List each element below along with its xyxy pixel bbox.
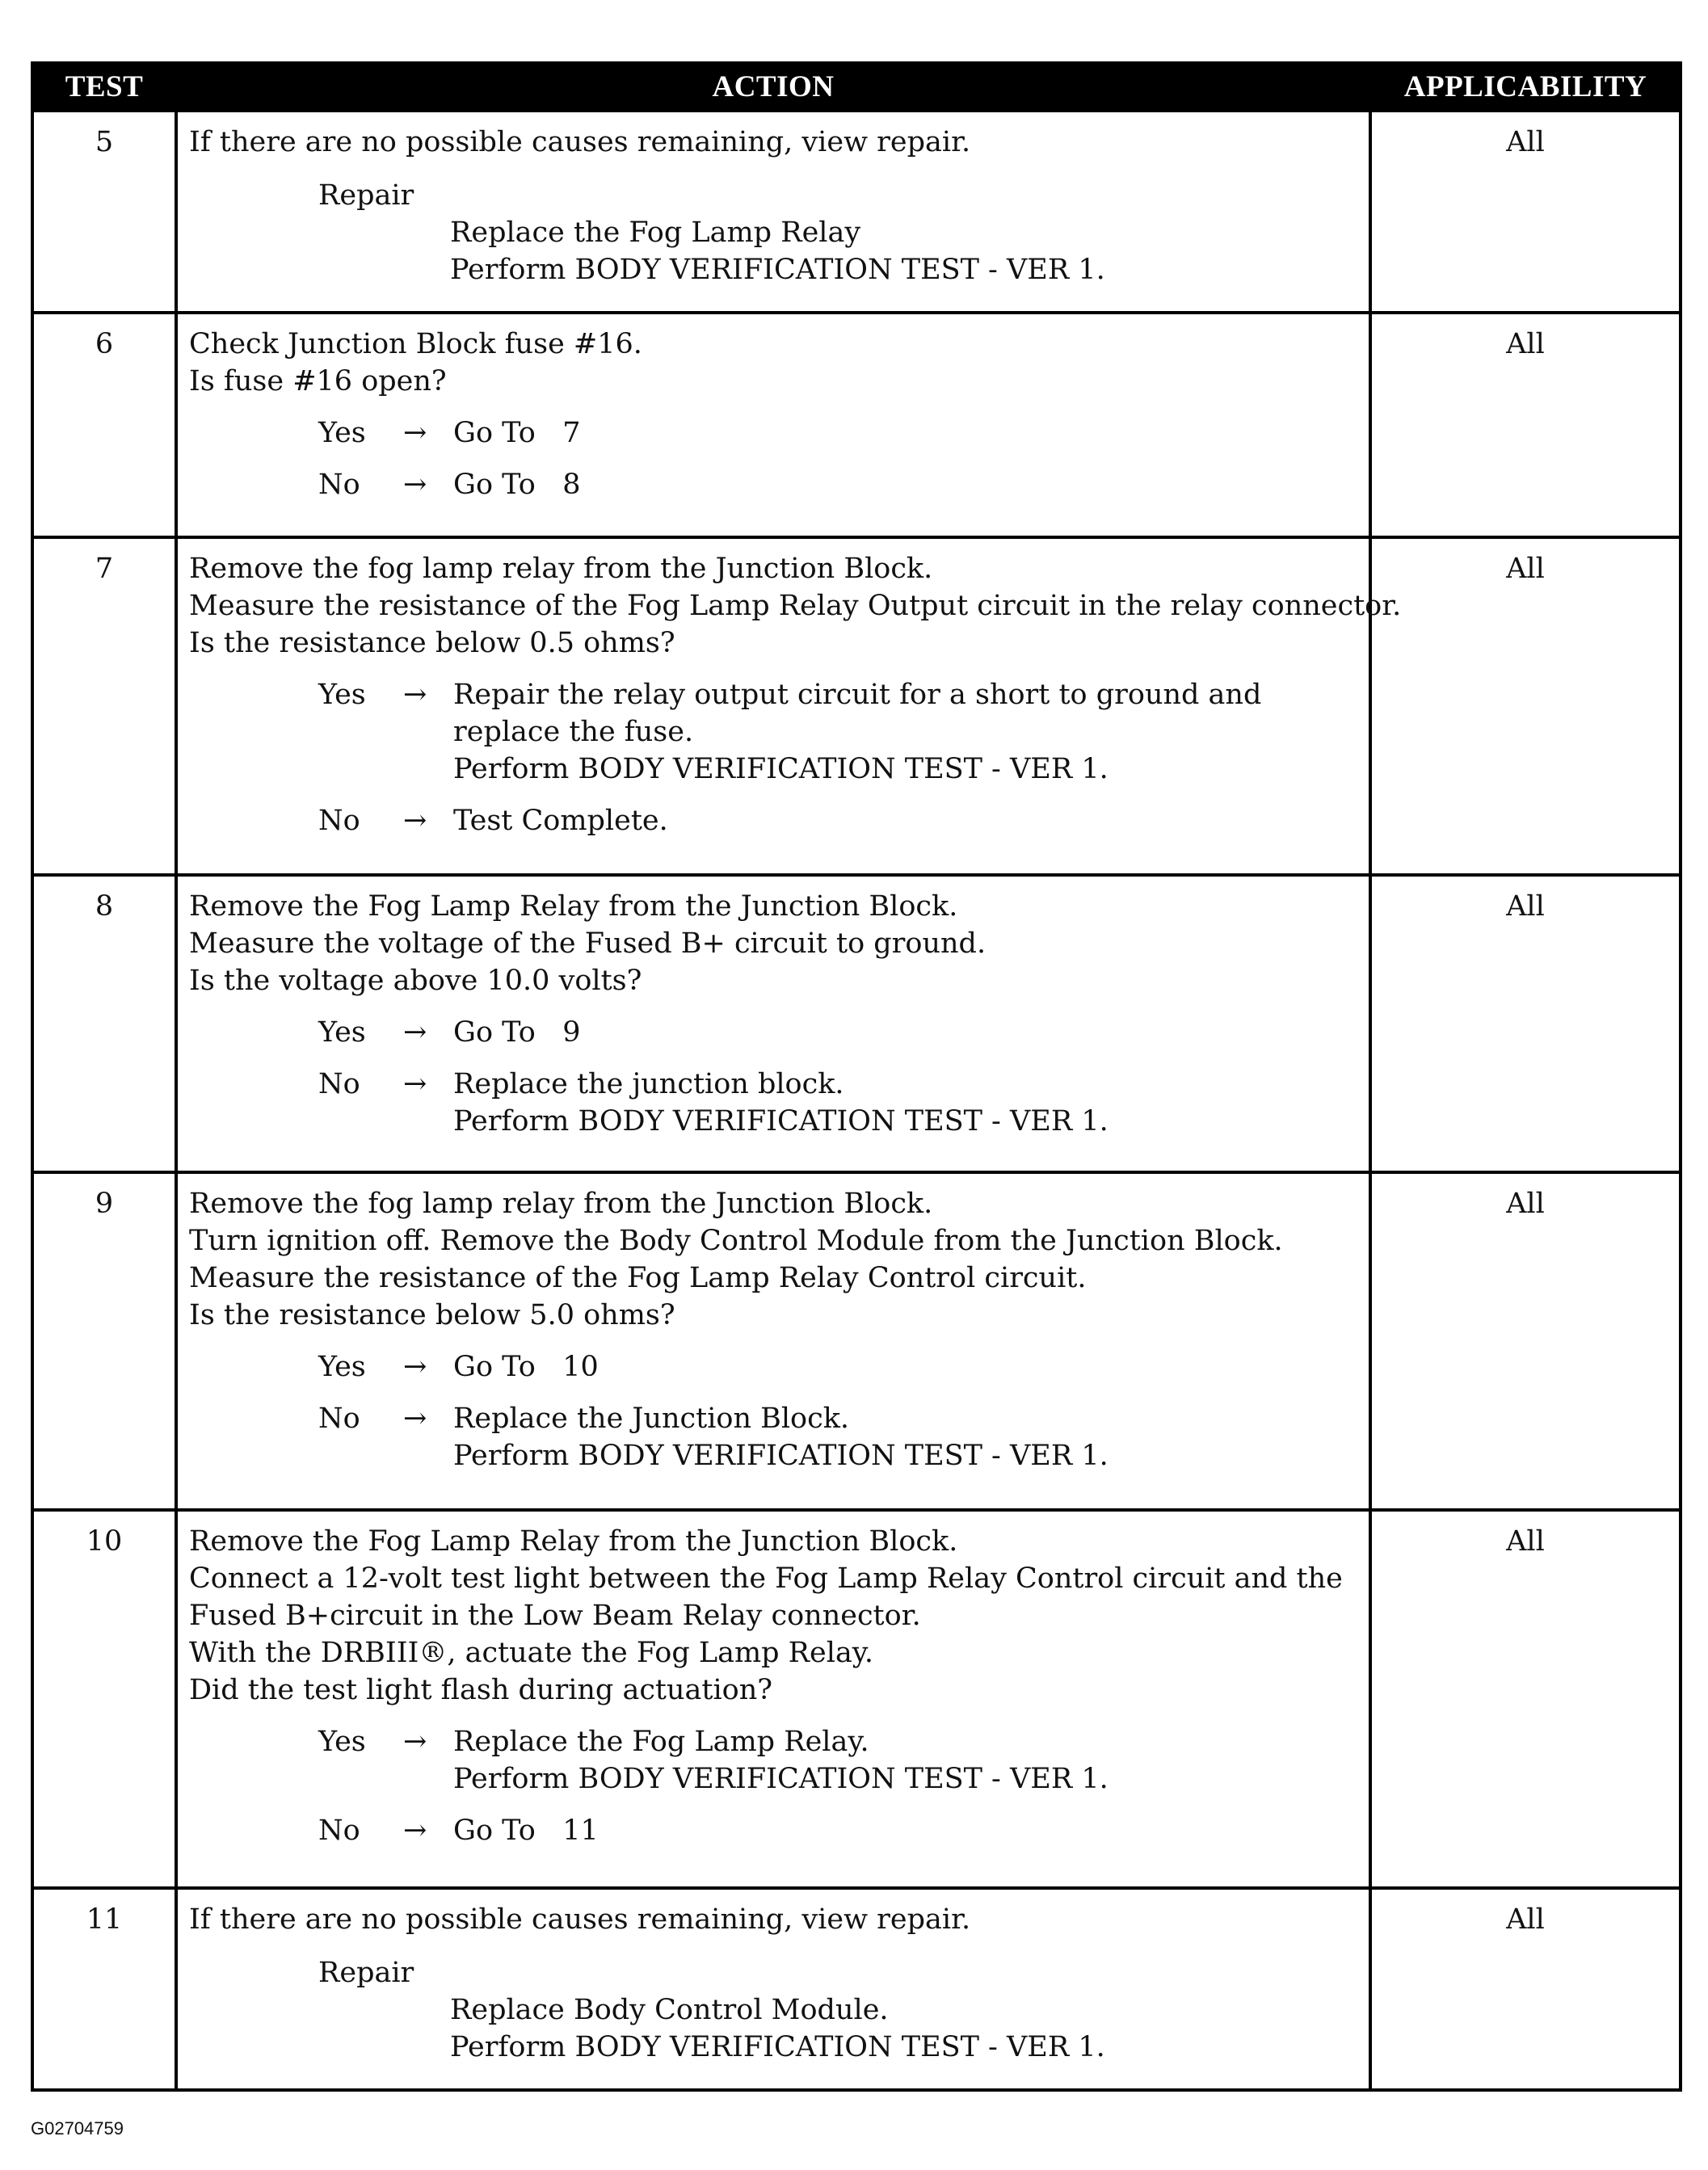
applicability-value: All [1370, 1510, 1681, 1888]
branch-result [453, 1400, 1357, 1474]
arrow-right-icon: → [403, 1016, 427, 1049]
branch-result-line: Go To 9 [453, 1016, 581, 1049]
branch-answer: No [318, 469, 360, 501]
applicability-value: All [1370, 875, 1681, 1172]
branch-result-line: Replace the Fog Lamp Relay. [453, 1726, 869, 1758]
branch-result-line: Perform BODY VERIFICATION TEST - VER 1. [453, 753, 1109, 785]
action-line: Measure the resistance of the Fog Lamp Relay Output circuit in the relay connector. [189, 590, 1402, 622]
action-line: Check Junction Block fuse #16. [189, 328, 642, 360]
action-line: Remove the fog lamp relay from the Junction Block. [189, 553, 933, 585]
figure-code: G02704759 [31, 2118, 124, 2138]
decision-branch [189, 1348, 1357, 1386]
action-line: With the DRBIII®, actuate the Fog Lamp Relay. [189, 1637, 874, 1669]
test-number: 7 [32, 537, 176, 875]
branch-result [453, 414, 1357, 452]
table-row [32, 875, 1681, 1172]
action-line: Measure the resistance of the Fog Lamp Relay Control circuit. [189, 1262, 1087, 1294]
action-cell [176, 1888, 1370, 2090]
arrow-right-icon: → [403, 417, 427, 449]
action-line: Measure the voltage of the Fused B+ circuit to ground. [189, 927, 987, 960]
decision-branch [189, 414, 1357, 452]
action-cell [176, 537, 1402, 875]
applicability-value: All [1370, 1172, 1681, 1510]
branch-answer: No [318, 805, 360, 837]
action-cell [176, 111, 1370, 313]
branch-result [453, 1066, 1357, 1140]
applicability-value: All [1370, 537, 1681, 875]
action-line: Fused B+circuit in the Low Beam Relay connector. [189, 1600, 921, 1632]
test-number: 6 [32, 313, 176, 537]
table-header-row [32, 63, 1681, 111]
repair-step: Replace Body Control Module. [450, 1994, 889, 2026]
branch-result-line: Perform BODY VERIFICATION TEST - VER 1. [453, 1105, 1109, 1138]
arrow-right-icon: → [403, 1403, 427, 1435]
action-line: Remove the Fog Lamp Relay from the Junction Block. [189, 1525, 958, 1558]
test-procedure-sheet [31, 61, 1679, 2092]
test-number: 9 [32, 1172, 176, 1510]
repair-step: Perform BODY VERIFICATION TEST - VER 1. [450, 2031, 1105, 2063]
branch-result-line: Go To 7 [453, 417, 581, 449]
branch-result-line: Test Complete. [453, 805, 668, 837]
arrow-right-icon: → [403, 469, 427, 501]
decision-branch [189, 466, 1357, 503]
branch-answer: Yes [318, 1016, 366, 1049]
applicability-value: All [1370, 1888, 1681, 2090]
table-row [32, 313, 1681, 537]
action-line: If there are no possible causes remaining, view repair. [189, 126, 971, 158]
applicability-value: All [1370, 111, 1681, 313]
branch-result [453, 676, 1357, 788]
branch-answer: No [318, 1068, 360, 1100]
test-number: 11 [32, 1888, 176, 2090]
action-line: Is fuse #16 open? [189, 365, 447, 397]
action-cell [176, 1510, 1370, 1888]
action-line: Turn ignition off. Remove the Body Control Module from the Junction Block. [189, 1225, 1283, 1257]
arrow-right-icon: → [403, 1068, 427, 1100]
branch-answer: No [318, 1403, 360, 1435]
repair-step: Replace the Fog Lamp Relay [450, 217, 861, 249]
decision-branch [189, 802, 1357, 839]
test-number: 10 [32, 1510, 176, 1888]
action-line: Remove the Fog Lamp Relay from the Junction Block. [189, 890, 958, 923]
branch-result-line: Go To 11 [453, 1815, 599, 1847]
test-number: 8 [32, 875, 176, 1172]
table-row [32, 1172, 1681, 1510]
arrow-right-icon: → [403, 805, 427, 837]
action-line: Is the voltage above 10.0 volts? [189, 965, 642, 997]
action-line: Remove the fog lamp relay from the Junction Block. [189, 1188, 933, 1220]
branch-answer: Yes [318, 1726, 366, 1758]
decision-branch [189, 1014, 1357, 1051]
branch-result-line: Repair the relay output circuit for a short to ground and replace the fuse. [453, 679, 1271, 748]
arrow-right-icon: → [403, 679, 427, 711]
table-row [32, 1888, 1681, 2090]
branch-answer: No [318, 1815, 360, 1847]
decision-branch [189, 676, 1357, 788]
repair-step: Perform BODY VERIFICATION TEST - VER 1. [450, 254, 1105, 286]
header-applicability: APPLICABILITY [1370, 63, 1681, 111]
branch-answer: Yes [318, 679, 366, 711]
test-number: 5 [32, 111, 176, 313]
table-row [32, 111, 1681, 313]
arrow-right-icon: → [403, 1351, 427, 1383]
action-cell [176, 313, 1370, 537]
branch-result [453, 1014, 1357, 1051]
branch-result-line: Go To 8 [453, 469, 581, 501]
branch-result-line: Perform BODY VERIFICATION TEST - VER 1. [453, 1763, 1109, 1795]
branch-result [453, 1348, 1357, 1386]
decision-branch [189, 1066, 1357, 1140]
arrow-right-icon: → [403, 1815, 427, 1847]
repair-label: Repair [318, 1957, 414, 1989]
branch-result-line: Replace the junction block. [453, 1068, 844, 1100]
branch-result [453, 802, 1357, 839]
action-line: Is the resistance below 0.5 ohms? [189, 627, 675, 659]
branch-result-line: Replace the Junction Block. [453, 1403, 850, 1435]
table-body [32, 111, 1681, 2090]
action-line: If there are no possible causes remaining, view repair. [189, 1903, 971, 1936]
header-action: ACTION [176, 63, 1370, 111]
branch-answer: Yes [318, 417, 366, 449]
header-test: TEST [32, 63, 176, 111]
arrow-right-icon: → [403, 1726, 427, 1758]
branch-answer: Yes [318, 1351, 366, 1383]
action-cell [176, 1172, 1370, 1510]
table-row [32, 537, 1681, 875]
applicability-value: All [1370, 313, 1681, 537]
decision-branch [189, 1812, 1357, 1849]
action-cell [176, 875, 1370, 1172]
action-line: Is the resistance below 5.0 ohms? [189, 1299, 675, 1331]
table-row [32, 1510, 1681, 1888]
branch-result-line: Perform BODY VERIFICATION TEST - VER 1. [453, 1440, 1109, 1472]
action-line: Connect a 12-volt test light between the Fog Lamp Relay Control circuit and the [189, 1562, 1343, 1595]
diagnostic-test-table [31, 61, 1682, 2092]
branch-result [453, 1723, 1357, 1798]
decision-branch [189, 1723, 1357, 1798]
action-line: Did the test light flash during actuation? [189, 1674, 773, 1706]
repair-label: Repair [318, 179, 414, 212]
branch-result [453, 1812, 1357, 1849]
decision-branch [189, 1400, 1357, 1474]
branch-result-line: Go To 10 [453, 1351, 599, 1383]
branch-result [453, 466, 1357, 503]
